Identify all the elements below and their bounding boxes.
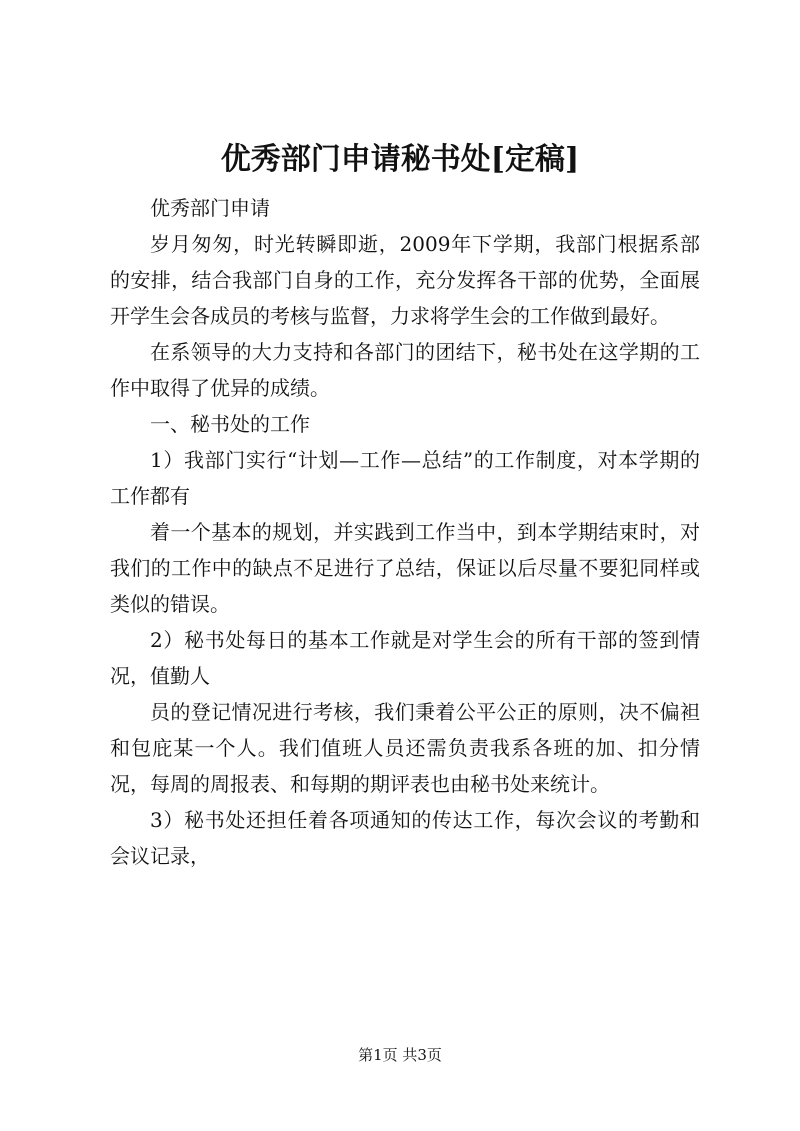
document-title: 优秀部门申请秘书处[定稿] [220,142,580,177]
paragraph: 2）秘书处每日的基本工作就是对学生会的所有干部的签到情况，值勤人 [110,628,700,688]
paragraph: 在系领导的大力支持和各部门的团结下，秘书处在这学期的工作中取得了优异的成绩。 [110,340,700,400]
paragraph: 岁月匆匆，时光转瞬即逝，2009年下学期，我部门根据系部的安排，结合我部门自身的工作，充分发挥各干部的优势，全面展开学生会各成员的考核与监督，力求将学生会的工作做到最好。 [110,232,700,328]
paragraph: 3）秘书处还担任着各项通知的传达工作，每次会议的考勤和会议记录， [110,808,700,868]
paragraph: 着一个基本的规划，并实践到工作当中，到本学期结束时，对我们的工作中的缺点不足进行了总结，保证以后尽量不要犯同样或类似的错误。 [110,520,700,616]
document-body [110,190,700,874]
section-heading: 一、秘书处的工作 [150,412,310,436]
paragraph: 1）我部门实行“计划—工作—总结”的工作制度，对本学期的工作都有 [110,448,700,508]
paragraph: 员的登记情况进行考核，我们秉着公平公正的原则，决不偏袒和包庇某一个人。我们值班人员还需负责我系各班的加、扣分情况，每周的周报表、和每期的期评表也由秘书处来统计。 [110,700,700,796]
page-number: 第1页 共3页 [358,1046,442,1064]
paragraph-heading: 优秀部门申请 [150,196,270,220]
